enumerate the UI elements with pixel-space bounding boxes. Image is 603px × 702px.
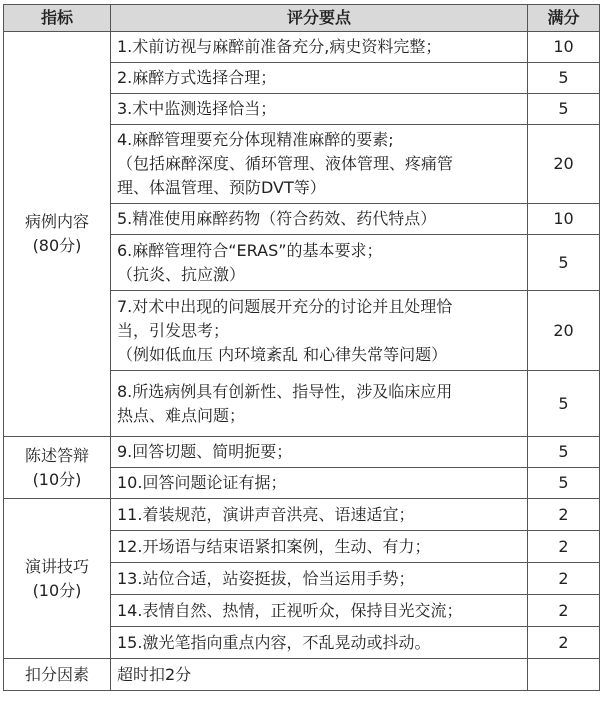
point-line: （抗炎、抗应激） [117, 264, 246, 284]
category-deduct: 扣分因素 [4, 659, 111, 691]
point-line: （包括麻醉深度、循环管理、液体管理、疼痛管 [117, 154, 454, 173]
point-cell [111, 499, 528, 531]
point-line: 2.麻醉方式选择合理； [117, 68, 277, 87]
point-line: 理、体温管理、预防DVT等） [117, 178, 326, 197]
category-score: (10分) [32, 580, 82, 600]
point-line: 12.开场语与结束语紧扣案例，生动、有力； [117, 536, 431, 556]
point-line: 5.精准使用麻醉药物（符合药效、药代特点） [117, 209, 437, 228]
point-line: 1.术前访视与麻醉前准备充分,病史资料完整； [117, 37, 442, 56]
table-row [4, 499, 600, 531]
score-cell [528, 659, 600, 691]
table-row [4, 437, 600, 468]
point-line: （例如低血压 内环境紊乱 和心律失常等问题） [117, 344, 448, 364]
point-cell [111, 437, 528, 468]
point-cell [111, 468, 528, 499]
score-cell: 2 [528, 563, 600, 595]
category-score: (80分) [32, 236, 82, 255]
category-name: 演讲技巧 [24, 556, 89, 576]
point-cell [111, 371, 528, 437]
category-speech [4, 499, 111, 659]
point-cell [111, 627, 528, 659]
score-cell: 2 [528, 627, 600, 659]
point-line: 6.麻醉管理符合“ERAS”的基本要求； [117, 240, 383, 260]
score-cell: 5 [528, 63, 600, 94]
category-name: 病例内容 [24, 212, 89, 231]
point-line: 11.着装规范，演讲声音洪亮、语速适宜； [117, 504, 415, 524]
point-line: 7.对术中出现的问题展开充分的讨论并且处理恰 [117, 296, 453, 316]
score-cell: 2 [528, 595, 600, 627]
point-line: 14.表情自然、热情，正视听众，保持目光交流； [117, 600, 463, 620]
header-indicator: 指标 [4, 5, 111, 32]
point-cell [111, 291, 528, 371]
header-score: 满分 [528, 5, 600, 32]
point-cell [111, 125, 528, 204]
deduction-text: 超时扣2分 [111, 659, 528, 691]
score-cell: 5 [528, 371, 600, 437]
score-cell: 10 [528, 32, 600, 63]
category-name: 陈述答辩 [24, 445, 89, 465]
point-line: 当，引发思考； [117, 320, 230, 340]
point-cell [111, 94, 528, 125]
point-cell [111, 204, 528, 235]
table-row [4, 32, 600, 63]
point-cell [111, 32, 528, 63]
category-qa [4, 437, 111, 499]
point-line: 15.激光笔指向重点内容，不乱晃动或抖动。 [117, 632, 431, 652]
header-points: 评分要点 [111, 5, 528, 32]
score-cell: 5 [528, 437, 600, 468]
point-line: 4.麻醉管理要充分体现精准麻醉的要素; [117, 130, 394, 149]
category-score: (10分) [32, 469, 82, 489]
point-cell [111, 595, 528, 627]
scoring-table [3, 4, 600, 691]
score-cell: 5 [528, 235, 600, 291]
table-row [4, 659, 600, 691]
point-line: 10.回答问题论证有据； [117, 473, 287, 492]
point-line: 9.回答切题、简明扼要； [117, 442, 293, 461]
point-cell [111, 235, 528, 291]
point-line: 8.所选病例具有创新性、指导性，涉及临床应用 [117, 381, 453, 401]
point-cell [111, 63, 528, 94]
score-cell: 2 [528, 499, 600, 531]
score-cell: 2 [528, 531, 600, 563]
score-cell: 5 [528, 468, 600, 499]
score-cell: 20 [528, 125, 600, 204]
point-cell [111, 563, 528, 595]
point-line: 3.术中监测选择恰当； [117, 99, 277, 118]
score-cell: 10 [528, 204, 600, 235]
score-cell: 5 [528, 94, 600, 125]
score-cell: 20 [528, 291, 600, 371]
category-case [4, 32, 111, 437]
point-cell [111, 531, 528, 563]
header-row [4, 5, 600, 32]
point-line: 热点、难点问题； [117, 405, 246, 425]
point-line: 13.站位合适，站姿挺拔，恰当运用手势； [117, 568, 415, 588]
